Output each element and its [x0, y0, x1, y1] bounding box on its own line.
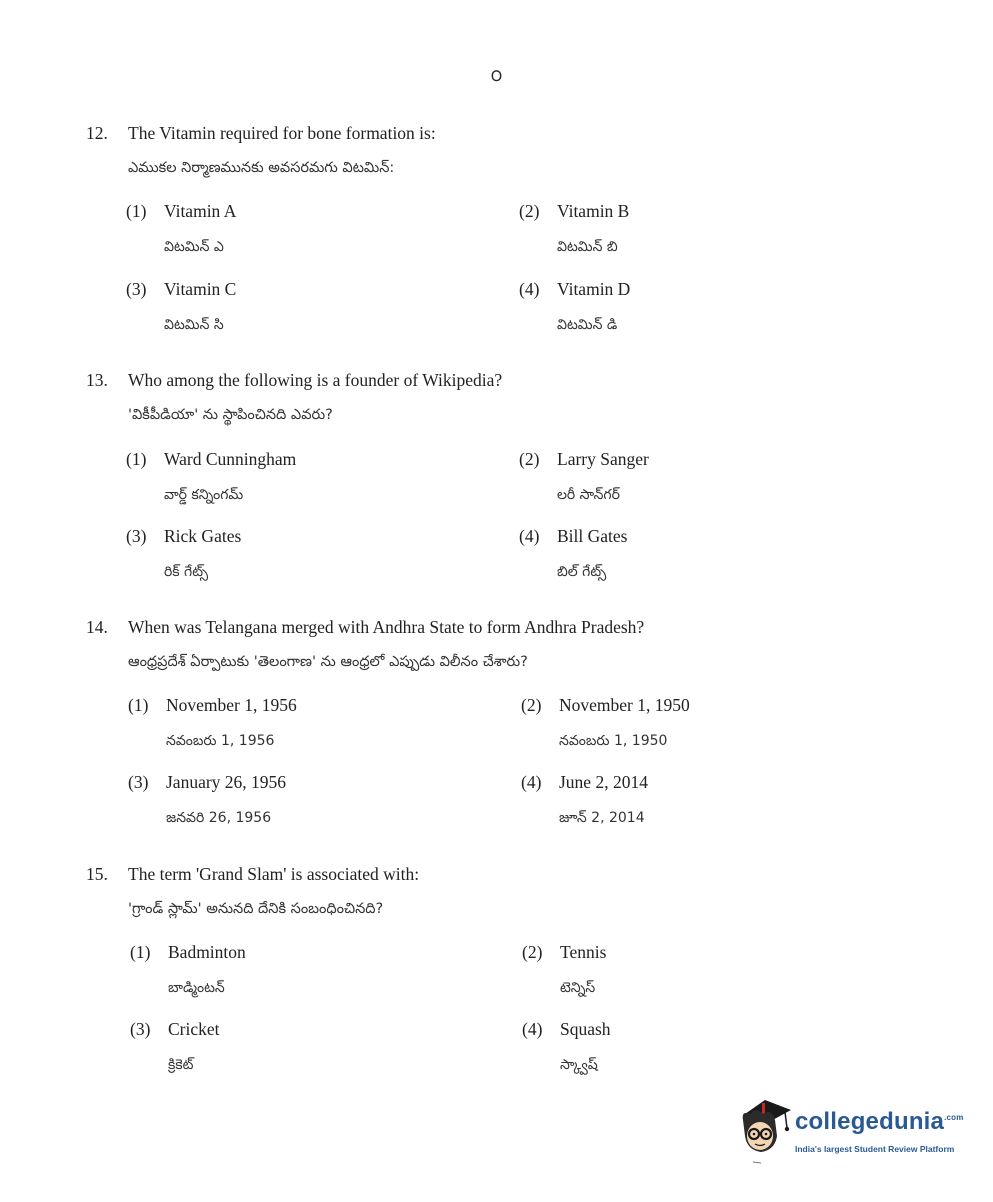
option-text: Cricket — [168, 1019, 220, 1039]
option-text-telugu: విటమిన్ సి — [164, 317, 224, 333]
question-text: 14. When was Telangana merged with Andhra State to form Andhra Pradesh? — [86, 617, 645, 637]
option-1: (1) Badminton బాడ్మింటన్ — [130, 941, 450, 999]
question-text-telugu: ఎముకల నిర్మాణమునకు అవసరమగు విటమిన్: — [128, 160, 395, 176]
option-text-telugu: వార్డ్ కన్నింగమ్ — [164, 487, 244, 503]
option-1: (1) Vitamin A విటమిన్ ఎ — [126, 200, 446, 258]
question-text-telugu: ఆంధ్రప్రదేశ్ ఏర్పాటుకు 'తెలంగాణ' ను ఆంధ్రలో ఎప్పుడు విలీనం చేశారు? — [128, 654, 528, 670]
option-text-telugu: రిక్ గేట్స్ — [164, 564, 209, 580]
collegedunia-logo[interactable] — [735, 1092, 965, 1167]
option-text: June 2, 2014 — [559, 772, 648, 792]
question-text: 13. Who among the following is a founder of Wikipedia? — [86, 370, 503, 390]
option-text: January 26, 1956 — [166, 772, 287, 792]
option-text: Vitamin B — [557, 201, 630, 221]
option-text: Ward Cunningham — [164, 449, 297, 469]
option-1: (1) November 1, 1956 నవంబరు 1, 1956 — [128, 694, 448, 752]
option-text-telugu: జనవరి 26, 1956 — [166, 810, 272, 826]
option-text-telugu: నవంబరు 1, 1956 — [166, 733, 275, 749]
option-text-telugu: బాడ్మింటన్ — [168, 980, 225, 996]
question-number: 15. — [86, 864, 108, 884]
option-text-telugu: స్క్వాష్ — [560, 1057, 598, 1073]
option-text: Bill Gates — [557, 526, 628, 546]
option-text: Vitamin A — [164, 201, 237, 221]
option-4: (4) Vitamin D విటమిన్ డి — [519, 278, 839, 336]
question-text: 12. The Vitamin required for bone formation is: — [86, 123, 436, 143]
option-4: (4) Squash స్క్వాష్ — [522, 1018, 842, 1076]
option-4: (4) Bill Gates బిల్ గేట్స్ — [519, 525, 839, 583]
option-text-telugu: విటమిన్ బి — [557, 239, 618, 255]
option-text: Vitamin D — [557, 279, 631, 299]
option-4: (4) June 2, 2014 జూన్ 2, 2014 — [521, 771, 841, 829]
option-text-telugu: క్రికెట్ — [168, 1057, 194, 1073]
question-number: 14. — [86, 617, 108, 637]
option-1: (1) Ward Cunningham వార్డ్ కన్నింగమ్ — [126, 448, 446, 506]
page-number: ౦ — [490, 66, 503, 85]
question-text: 15. The term 'Grand Slam' is associated with: — [86, 864, 420, 884]
question-text-telugu: 'గ్రాండ్ స్లామ్' అనునది దేనికి సంబంధించినది? — [128, 901, 384, 917]
option-text: Squash — [560, 1019, 611, 1039]
question-12 — [86, 122, 946, 180]
option-text-telugu: నవంబరు 1, 1950 — [559, 733, 668, 749]
question-14 — [86, 616, 946, 674]
option-text: Vitamin C — [164, 279, 237, 299]
question-13 — [86, 369, 946, 427]
brand-tagline: India's largest Student Review Platform — [795, 1144, 955, 1154]
question-text-telugu: 'వికీపీడియా' ను స్థాపించినది ఎవరు? — [128, 407, 333, 423]
option-3: (3) Rick Gates రిక్ గేట్స్ — [126, 525, 446, 583]
option-text: November 1, 1950 — [559, 695, 690, 715]
question-number: 12. — [86, 123, 108, 143]
option-2: (2) Tennis టెన్నిస్ — [522, 941, 842, 999]
option-2: (2) Larry Sanger లరీ సాన్‌గర్ — [519, 448, 839, 506]
option-text-telugu: లరీ సాన్‌గర్ — [557, 487, 620, 503]
option-text: Tennis — [560, 942, 607, 962]
option-2: (2) November 1, 1950 నవంబరు 1, 1950 — [521, 694, 841, 752]
mascot-icon — [735, 1092, 795, 1167]
option-text: November 1, 1956 — [166, 695, 297, 715]
option-text: Larry Sanger — [557, 449, 649, 469]
option-text-telugu: బిల్ గేట్స్ — [557, 564, 607, 580]
brand-suffix: .com — [944, 1113, 964, 1122]
option-2: (2) Vitamin B విటమిన్ బి — [519, 200, 839, 258]
option-3: (3) January 26, 1956 జనవరి 26, 1956 — [128, 771, 448, 829]
option-text-telugu: టెన్నిస్ — [560, 980, 596, 996]
question-number: 13. — [86, 370, 108, 390]
option-text: Rick Gates — [164, 526, 242, 546]
option-3: (3) Cricket క్రికెట్ — [130, 1018, 450, 1076]
brand-name: collegedunia$^{.com}$ — [795, 1108, 964, 1135]
option-3: (3) Vitamin C విటమిన్ సి — [126, 278, 446, 336]
question-15 — [86, 863, 946, 921]
option-text-telugu: జూన్ 2, 2014 — [559, 810, 645, 826]
option-text: Badminton — [168, 942, 246, 962]
option-text-telugu: విటమిన్ డి — [557, 317, 618, 333]
option-text-telugu: విటమిన్ ఎ — [164, 239, 224, 255]
